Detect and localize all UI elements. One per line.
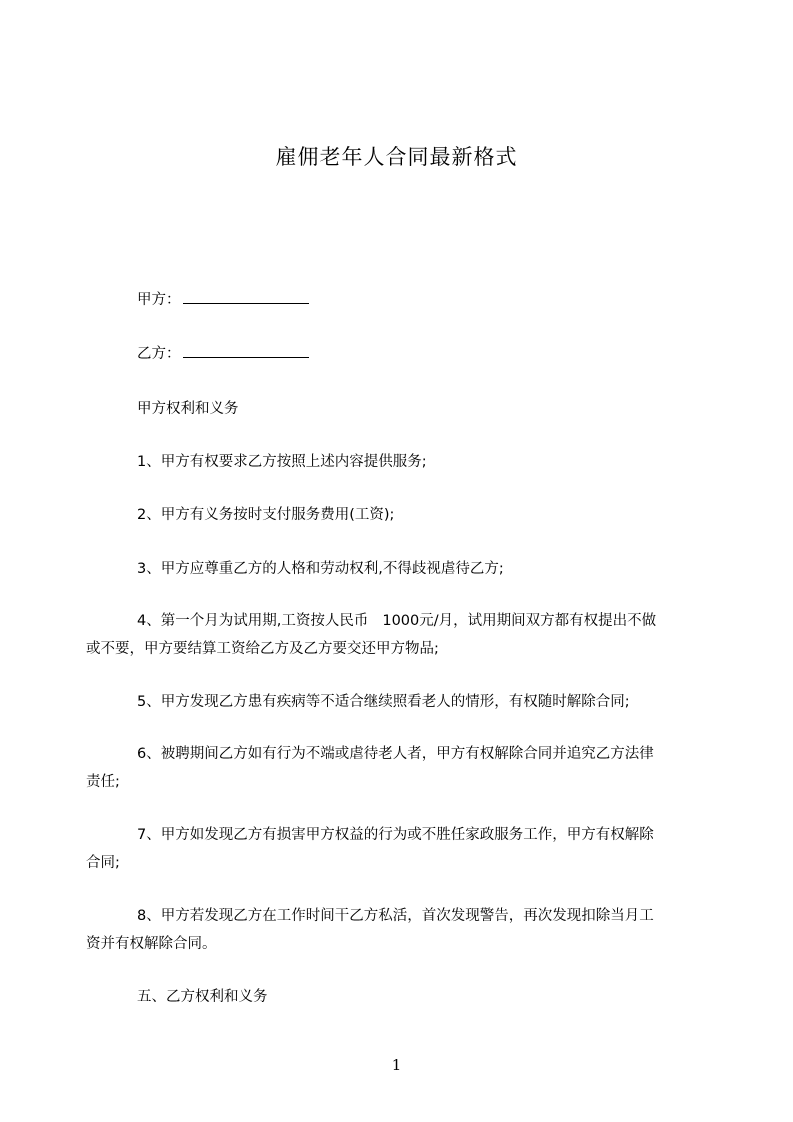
clause-1: 1、甲方有权要求乙方按照上述内容提供服务; — [137, 454, 427, 470]
clause-5: 5、甲方发现乙方患有疾病等不适合继续照看老人的情形，有权随时解除合同; — [137, 694, 630, 710]
clause-3: 3、甲方应尊重乙方的人格和劳动权利,不得歧视虐待乙方; — [137, 561, 504, 577]
clause-8-line-2: 资并有权解除合同。 — [86, 936, 217, 952]
clause-4-prefix: 4、第一个月为试用期,工资按人民币 — [137, 613, 369, 629]
clause-4-line-1 — [137, 612, 656, 630]
clause-7-line-2: 合同; — [86, 855, 120, 871]
clause-6-line-1: 6、被聘期间乙方如有行为不端或虐待老人者，甲方有权解除合同并追究乙方法律 — [137, 746, 654, 762]
clause-4-line-2: 或不要，甲方要结算工资给乙方及乙方要交还甲方物品; — [86, 641, 439, 657]
clause-4-suffix: 元/月，试用期间双方都有权提出不做 — [419, 613, 657, 629]
clause-7-line-1: 7、甲方如发现乙方有损害甲方权益的行为或不胜任家政服务工作，甲方有权解除 — [137, 827, 654, 843]
clause-2: 2、甲方有义务按时支付服务费用(工资); — [137, 507, 395, 523]
section-party-a-rights: 甲方权利和义务 — [137, 401, 239, 417]
party-a-line — [137, 291, 309, 309]
clause-6-line-2: 责任; — [86, 774, 120, 790]
party-a-label: 甲方： — [137, 292, 181, 308]
section-5-heading: 五、乙方权利和义务 — [137, 989, 268, 1005]
party-b-blank — [183, 356, 309, 358]
clause-4-amount: 1000 — [382, 613, 420, 629]
document-title: 雇佣老年人合同最新格式 — [275, 145, 518, 169]
party-b-line — [137, 345, 309, 363]
page-number: 1 — [391, 1056, 402, 1074]
party-a-blank — [183, 302, 309, 304]
party-b-label: 乙方： — [137, 346, 181, 362]
clause-8-line-1: 8、甲方若发现乙方在工作时间干乙方私活，首次发现警告，再次发现扣除当月工 — [137, 908, 654, 924]
